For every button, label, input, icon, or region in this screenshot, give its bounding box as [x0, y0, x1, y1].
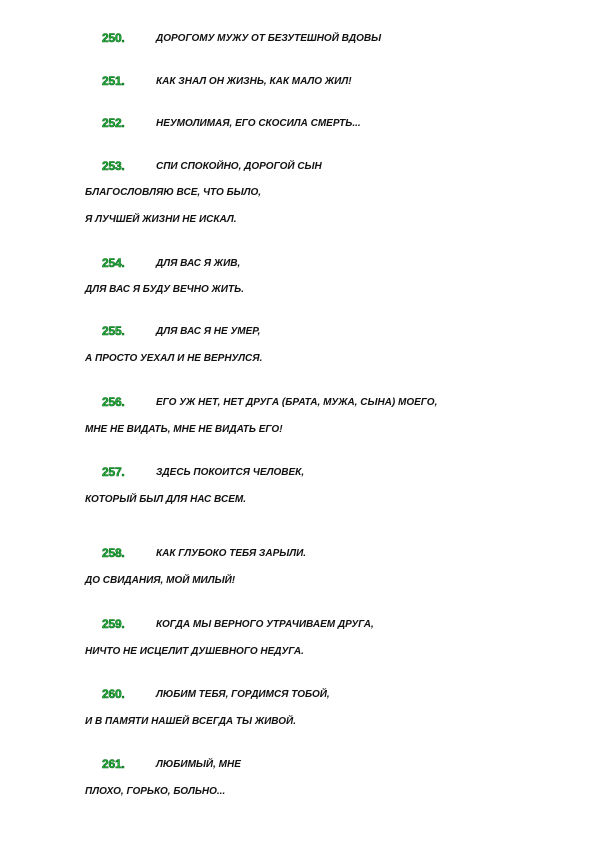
- entry-number: 257.: [102, 465, 125, 479]
- entry-first-line: ЗДЕСЬ ПОКОИТСЯ ЧЕЛОВЕК,: [156, 467, 305, 478]
- entry-number: 260.: [102, 687, 125, 701]
- epitaph-entry: [0, 395, 595, 435]
- entry-number: 253.: [102, 159, 125, 173]
- epitaph-entry: [0, 74, 595, 90]
- epitaph-entry: [0, 256, 595, 295]
- entry-first-line: ЛЮБИМ ТЕБЯ, ГОРДИМСЯ ТОБОЙ,: [156, 689, 330, 700]
- entry-first-line: КОГДА МЫ ВЕРНОГО УТРАЧИВАЕМ ДРУГА,: [156, 619, 374, 630]
- epitaph-entry: [0, 546, 595, 586]
- entry-line: БЛАГОСЛОВЛЯЮ ВСЕ, ЧТО БЫЛО,: [85, 187, 262, 198]
- entry-line: МНЕ НЕ ВИДАТЬ, МНЕ НЕ ВИДАТЬ ЕГО!: [85, 424, 283, 435]
- entry-line: КОТОРЫЙ БЫЛ ДЛЯ НАС ВСЕМ.: [85, 494, 246, 505]
- entry-number: 250.: [102, 31, 125, 45]
- epitaph-entry: [0, 617, 595, 657]
- entry-first-line: КАК ГЛУБОКО ТЕБЯ ЗАРЫЛИ.: [156, 548, 307, 559]
- epitaph-entry: [0, 159, 595, 225]
- entry-number: 261.: [102, 757, 125, 771]
- entry-first-line: ДЛЯ ВАС Я НЕ УМЕР,: [156, 326, 261, 337]
- entry-number: 251.: [102, 74, 125, 88]
- entry-first-line: ЕГО УЖ НЕТ, НЕТ ДРУГА (БРАТА, МУЖА, СЫНА) МОЕГО,: [156, 397, 438, 408]
- entry-first-line: НЕУМОЛИМАЯ, ЕГО СКОСИЛА СМЕРТЬ...: [156, 118, 361, 129]
- entry-first-line: ЛЮБИМЫЙ, МНЕ: [156, 759, 241, 770]
- entry-number: 252.: [102, 116, 125, 130]
- entry-line: Я ЛУЧШЕЙ ЖИЗНИ НЕ ИСКАЛ.: [85, 214, 237, 225]
- entry-line: И В ПАМЯТИ НАШЕЙ ВСЕГДА ТЫ ЖИВОЙ.: [85, 716, 297, 727]
- entry-line: ДО СВИДАНИЯ, МОЙ МИЛЫЙ!: [85, 575, 236, 586]
- entry-line: ДЛЯ ВАС Я БУДУ ВЕЧНО ЖИТЬ.: [85, 284, 244, 295]
- entry-line: НИЧТО НЕ ИСЦЕЛИТ ДУШЕВНОГО НЕДУГА.: [85, 646, 304, 657]
- epitaph-entry: [0, 687, 595, 727]
- entry-number: 259.: [102, 617, 125, 631]
- epitaph-entry: [0, 324, 595, 364]
- epitaph-entry: [0, 116, 595, 132]
- entry-first-line: ДЛЯ ВАС Я ЖИВ,: [156, 258, 241, 269]
- entry-number: 258.: [102, 546, 125, 560]
- entry-first-line: КАК ЗНАЛ ОН ЖИЗНЬ, КАК МАЛО ЖИЛ!: [156, 76, 352, 87]
- entry-number: 256.: [102, 395, 125, 409]
- entry-line: ПЛОХО, ГОРЬКО, БОЛЬНО...: [85, 786, 226, 797]
- entry-number: 255.: [102, 324, 125, 338]
- epitaph-entry: [0, 31, 595, 47]
- epitaph-entry: [0, 757, 595, 797]
- epitaph-entry: [0, 465, 595, 505]
- entry-first-line: СПИ СПОКОЙНО, ДОРОГОЙ СЫН: [156, 161, 322, 172]
- entry-first-line: ДОРОГОМУ МУЖУ ОТ БЕЗУТЕШНОЙ ВДОВЫ: [156, 33, 382, 44]
- entry-line: А ПРОСТО УЕХАЛ И НЕ ВЕРНУЛСЯ.: [85, 353, 263, 364]
- entry-number: 254.: [102, 256, 125, 270]
